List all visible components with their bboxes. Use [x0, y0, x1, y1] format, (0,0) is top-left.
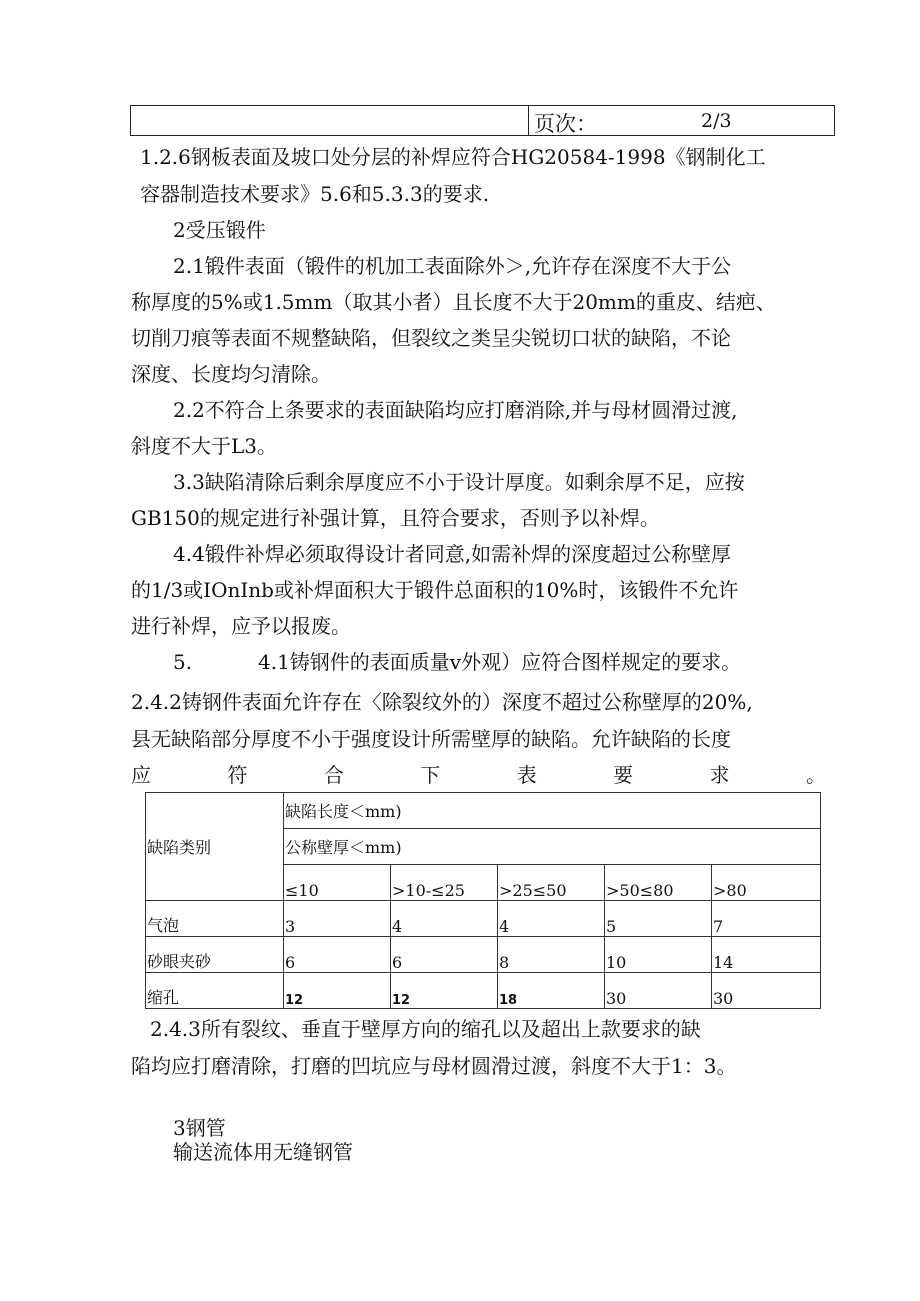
para-2-4-3-line1: 2.4.3所有裂纹、垂直于壁厚方向的缩孔以及超出上款要求的缺 — [150, 1017, 701, 1041]
spread-char: 。 — [805, 763, 826, 787]
table-cell: 4 — [498, 901, 605, 937]
para-2-4-2-line1: 2.4.2铸钢件表面允许存在〈除裂纹外的）深度不超过公称壁厚的20%, — [131, 690, 753, 714]
para-3-3-line2: GB150的规定进行补强计算，且符合要求，否则予以补焊。 — [131, 506, 660, 530]
spread-char: 求 — [709, 763, 730, 787]
para-2-1-line4: 深度、长度均匀清除。 — [131, 362, 331, 386]
table-cell: 10 — [605, 937, 712, 973]
table-cell: 6 — [284, 937, 391, 973]
table-range-cell: >50≤80 — [605, 865, 712, 901]
table-range-cell: >10-≤25 — [391, 865, 498, 901]
para-4-4-line3: 进行补焊，应予以报废。 — [131, 614, 351, 638]
para-1-2-6-line2: 容器制造技术要求》5.6和5.3.3的要求. — [140, 182, 490, 206]
para-2-4-3-line2: 陷均应打磨清除，打磨的凹坑应与母材圆滑过渡，斜度不大于1：3。 — [131, 1054, 737, 1078]
spread-char: 合 — [323, 763, 344, 787]
table-cell: 3 — [284, 901, 391, 937]
defect-length-table — [145, 792, 821, 1009]
table-cell: 18 — [498, 973, 605, 1009]
para-2-1-line3: 切削刀痕等表面不规整缺陷，但裂纹之类呈尖锐切口状的缺陷，不论 — [131, 326, 731, 350]
page-number-label: 页次： — [534, 112, 597, 136]
spread-char: 要 — [613, 763, 634, 787]
para-2-1-line1: 2.1锻件表面（锻件的机加工表面除外＞,允许存在深度不大于公 — [173, 254, 732, 278]
para-3-3-line1: 3.3缺陷清除后剩余厚度应不小于设计厚度。如剩余厚不足，应按 — [173, 470, 745, 494]
section-3-title: 3钢管 — [173, 1116, 226, 1140]
para-2-4-2-line3 — [131, 763, 826, 787]
page-header-box — [130, 105, 835, 136]
para-5-text: 4.1铸钢件的表面质量v外观）应符合图样规定的要求。 — [258, 650, 742, 674]
spread-char: 下 — [420, 763, 441, 787]
table-row — [146, 973, 821, 1009]
table-range-cell: ≤10 — [284, 865, 391, 901]
table-row-label: 砂眼夹砂 — [146, 937, 284, 973]
spread-char: 应 — [131, 763, 151, 787]
para-2-2-line2: 斜度不大于L3。 — [131, 434, 278, 458]
section-2-title: 2受压锻件 — [173, 218, 266, 242]
header-divider — [528, 106, 529, 135]
table-length-header: 缺陷长度＜mm) — [284, 793, 821, 829]
section-3-subtitle: 输送流体用无缝钢管 — [173, 1140, 353, 1164]
table-range-cell: >80 — [712, 865, 821, 901]
table-range-cell: >25≤50 — [498, 865, 605, 901]
para-4-4-line1: 4.4锻件补焊必须取得设计者同意,如需补焊的深度超过公称壁厚 — [173, 542, 732, 566]
table-cell: 30 — [605, 973, 712, 1009]
table-cell: 12 — [284, 973, 391, 1009]
spread-char: 表 — [516, 763, 537, 787]
table-thickness-header: 公称壁厚＜mm) — [284, 829, 821, 865]
table-cell: 8 — [498, 937, 605, 973]
table-cell: 14 — [712, 937, 821, 973]
table-category-header: 缺陷类别 — [146, 793, 284, 901]
para-4-4-line2: 的1/3或IOnInb或补焊面积大于锻件总面积的10%时，该锻件不允许 — [131, 578, 739, 602]
table-row — [146, 901, 821, 937]
para-2-1-line2: 称厚度的5%或1.5mm（取其小者）且长度不大于20mm的重皮、结疤、 — [131, 290, 776, 314]
table-row-label: 缩孔 — [146, 973, 284, 1009]
table-row — [146, 937, 821, 973]
table-row-label: 气泡 — [146, 901, 284, 937]
table-cell: 30 — [712, 973, 821, 1009]
table-cell: 5 — [605, 901, 712, 937]
para-2-4-2-line2: 县无缺陷部分厚度不小于强度设计所需壁厚的缺陷。允许缺陷的长度 — [131, 727, 731, 751]
page-number-value: 2/3 — [701, 110, 732, 132]
para-2-2-line1: 2.2不符合上条要求的表面缺陷均应打磨消除,并与母材圆滑过渡, — [173, 398, 738, 422]
table-cell: 12 — [391, 973, 498, 1009]
para-5-number: 5. — [173, 650, 193, 674]
table-cell: 6 — [391, 937, 498, 973]
para-1-2-6-line1: 1.2.6钢板表面及坡口处分层的补焊应符合HG20584-1998《钢制化工 — [140, 145, 766, 169]
spread-char: 符 — [227, 763, 248, 787]
table-cell: 7 — [712, 901, 821, 937]
table-cell: 4 — [391, 901, 498, 937]
